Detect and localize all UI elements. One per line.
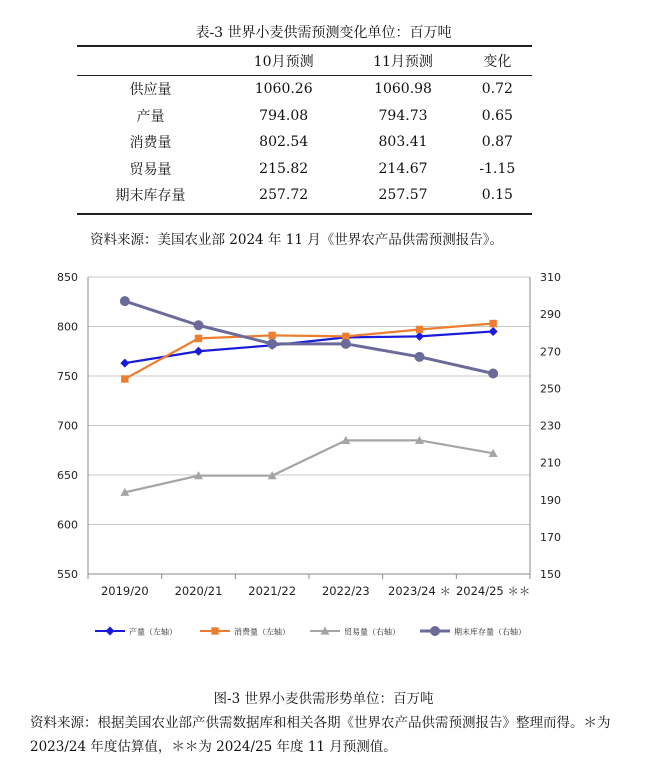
x-tick-label: 2024/25 ＊＊ bbox=[455, 584, 531, 598]
cell-nov: 794.73 bbox=[378, 107, 428, 124]
data-point bbox=[488, 369, 498, 379]
y-left-tick-label: 850 bbox=[57, 271, 78, 284]
cell-nov: 214.67 bbox=[378, 160, 428, 177]
x-tick-label: 2022/23 bbox=[321, 584, 370, 598]
cell-change: 0.72 bbox=[481, 81, 513, 98]
table-bottom-rule bbox=[77, 213, 532, 215]
cell-change: 0.87 bbox=[481, 134, 513, 151]
row-label: 贸易量 bbox=[129, 161, 172, 178]
supply-demand-table bbox=[77, 46, 532, 209]
x-tick-label: 2023/24 ＊ bbox=[388, 584, 451, 598]
row-label: 供应量 bbox=[129, 82, 172, 99]
data-point bbox=[194, 320, 204, 330]
data-point bbox=[416, 326, 423, 333]
y-right-tick-label: 230 bbox=[540, 419, 561, 433]
table-row bbox=[77, 156, 532, 183]
y-left-tick-label: 600 bbox=[57, 518, 78, 532]
data-point bbox=[415, 352, 425, 362]
cell-oct: 802.54 bbox=[259, 134, 309, 151]
data-point bbox=[267, 339, 277, 349]
y-left-tick-label: 550 bbox=[57, 568, 78, 581]
table-title: 表-3 世界小麦供需预测变化单位：百万吨 bbox=[195, 25, 452, 41]
legend-marker bbox=[106, 627, 115, 636]
y-left-tick-label: 650 bbox=[57, 469, 78, 482]
cell-change: -1.15 bbox=[479, 160, 516, 177]
data-point bbox=[489, 320, 496, 327]
x-tick-label: 2020/21 bbox=[174, 584, 223, 598]
table-row bbox=[77, 129, 532, 156]
legend-marker bbox=[430, 626, 440, 636]
y-left-tick-label: 700 bbox=[57, 419, 78, 433]
data-point bbox=[268, 332, 275, 339]
cell-change: 0.65 bbox=[481, 107, 513, 124]
table-source-note: 资料来源：美国农业部 2024 年 11 月《世界农产品供需预测报告》。 bbox=[90, 232, 503, 248]
header-cell: 10月预测 bbox=[224, 46, 343, 76]
header-cell: 变化 bbox=[463, 46, 532, 76]
x-tick-label: 2019/20 bbox=[100, 584, 149, 598]
cell-oct: 1060.26 bbox=[254, 81, 313, 98]
y-right-tick-label: 150 bbox=[540, 568, 561, 581]
y-right-tick-label: 290 bbox=[540, 308, 561, 322]
legend-label: 贸易量（右轴） bbox=[344, 627, 400, 637]
series-line-2 bbox=[125, 324, 493, 379]
legend-label: 产量（左轴） bbox=[129, 627, 177, 637]
data-point bbox=[121, 375, 128, 382]
cell-oct: 215.82 bbox=[259, 160, 309, 177]
legend-label: 消费量（左轴） bbox=[234, 627, 290, 637]
data-point bbox=[120, 296, 130, 306]
y-right-tick-label: 170 bbox=[540, 530, 561, 544]
data-point bbox=[341, 339, 351, 349]
cell-nov: 1060.98 bbox=[374, 81, 432, 98]
data-point bbox=[415, 332, 424, 341]
wheat-supply-demand-chart bbox=[0, 260, 647, 650]
cell-oct: 794.08 bbox=[259, 107, 309, 124]
table-row bbox=[77, 76, 532, 103]
series-line-4 bbox=[125, 301, 493, 373]
y-right-tick-label: 310 bbox=[540, 271, 561, 284]
x-tick-label: 2021/22 bbox=[248, 584, 297, 598]
series-line-3 bbox=[125, 440, 493, 492]
figure-source-note: 资料来源：根据美国农业部产供需数据库和相关各期《世界农产品供需预测报告》整理而得。＊为 2023/24 年度估算值，＊＊为 2024/25 年度 11 月预测值。 bbox=[30, 715, 611, 755]
data-point bbox=[194, 347, 203, 356]
cell-nov: 803.41 bbox=[378, 134, 428, 151]
table-row bbox=[77, 182, 532, 209]
header-cell: 11月预测 bbox=[343, 46, 462, 76]
data-point bbox=[120, 359, 129, 368]
y-left-tick-label: 750 bbox=[57, 370, 78, 383]
header-cell bbox=[77, 46, 224, 76]
cell-change: 0.15 bbox=[481, 187, 513, 204]
y-left-tick-label: 800 bbox=[57, 320, 78, 334]
table-row bbox=[77, 103, 532, 130]
data-point bbox=[195, 335, 202, 342]
y-right-tick-label: 270 bbox=[540, 345, 561, 359]
y-right-tick-label: 210 bbox=[540, 456, 561, 470]
row-label: 消费量 bbox=[129, 135, 172, 152]
figure-caption: 图-3 世界小麦供需形势单位：百万吨 bbox=[213, 691, 434, 707]
y-right-tick-label: 250 bbox=[540, 382, 561, 396]
data-point bbox=[489, 327, 498, 336]
legend-marker bbox=[211, 627, 218, 634]
row-label: 期末库存量 bbox=[115, 188, 186, 205]
y-right-tick-label: 190 bbox=[540, 493, 561, 507]
table-header-row bbox=[77, 46, 532, 76]
cell-oct: 257.72 bbox=[259, 187, 309, 204]
legend-label: 期末库存量（右轴） bbox=[454, 627, 526, 637]
row-label: 产量 bbox=[136, 108, 165, 125]
cell-nov: 257.57 bbox=[378, 187, 428, 204]
